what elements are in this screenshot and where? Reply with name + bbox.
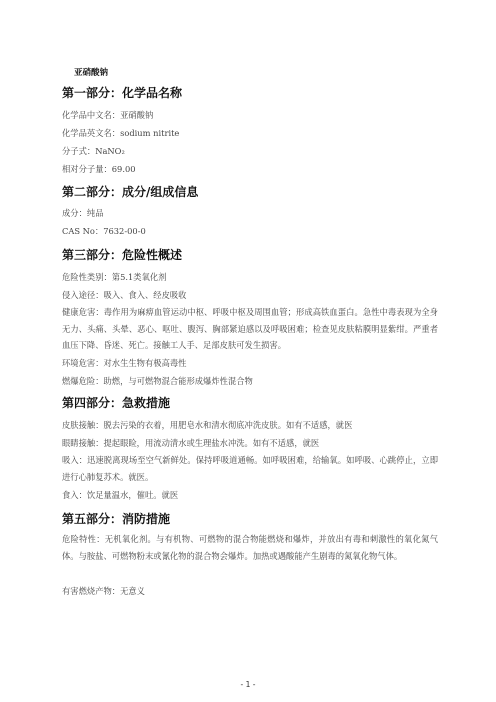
eye-contact-line: 眼睛接触：提起眼睑，用流动清水或生理盐水冲洗。如有不适感，就医 [62,438,320,448]
health-hazard-paragraph: 健康危害：毒作用为麻痹血管运动中枢、呼吸中枢及周围血管；形成高铁血蛋白。急性中毒表现为全身无力、头痛、头晕、恶心、呕吐、腹泻、胸部紧迫感以及呼吸困难；检查见皮肤粘膜明显紫绀。严重者血压下降、昏迷、死亡。接触工人手、足部皮肤可发生损害。 [62,307,438,350]
hazard-class-line: 危险性类别：第5.1类氧化剂 [62,272,167,282]
document-title: 亚硝酸钠 [74,68,109,78]
page-number: - 1 - [240,680,256,689]
hazard-properties-paragraph: 危险特性：无机氧化剂。与有机物、可燃物的混合物能燃烧和爆炸，并放出有毒和刺激性的氧化氮气体。与胺盐、可燃物粉末或氰化物的混合物会爆炸。加热或遇酸能产生剧毒的氮氧化物气体。 [62,534,438,561]
inhalation-paragraph: 吸入：迅速脱离现场至空气新鲜处。保持呼吸道通畅。如呼吸困难，给输氧。如呼吸、心跳停止，立即进行心肺复苏术。就医。 [62,455,438,482]
molecular-weight-line: 相对分子量：69.00 [62,164,136,174]
ingestion-line: 食入：饮足量温水，催吐。就医 [62,490,179,500]
section-heading-3: 第三部分：危险性概述 [62,248,183,262]
section-heading-5: 第五部分：消防措施 [62,512,171,526]
section-heading-1: 第一部分：化学品名称 [62,86,183,100]
english-name-line: 化学品英文名：sodium nitrite [62,128,180,138]
cas-number-line: CAS No：7632-00-0 [62,226,146,236]
section-heading-4: 第四部分：急救措施 [62,396,171,410]
chinese-name-line: 化学品中文名：亚硝酸钠 [62,110,154,120]
composition-line: 成分：纯品 [62,208,104,218]
skin-contact-line: 皮肤接触：脱去污染的衣着，用肥皂水和清水彻底冲洗皮肤。如有不适感，就医 [62,420,353,430]
fire-explosion-hazard-line: 燃爆危险：助燃，与可燃物混合能形成爆炸性混合物 [62,376,253,386]
exposure-route-line: 侵入途径：吸入、食入、经皮吸收 [62,290,187,300]
molecular-formula-line: 分子式：NaNO₂ [62,146,125,156]
environmental-hazard-line: 环境危害：对水生生物有极高毒性 [62,358,187,368]
combustion-products-line: 有害燃烧产物：无意义 [62,586,145,596]
section-heading-2: 第二部分：成分/组成信息 [62,185,199,199]
